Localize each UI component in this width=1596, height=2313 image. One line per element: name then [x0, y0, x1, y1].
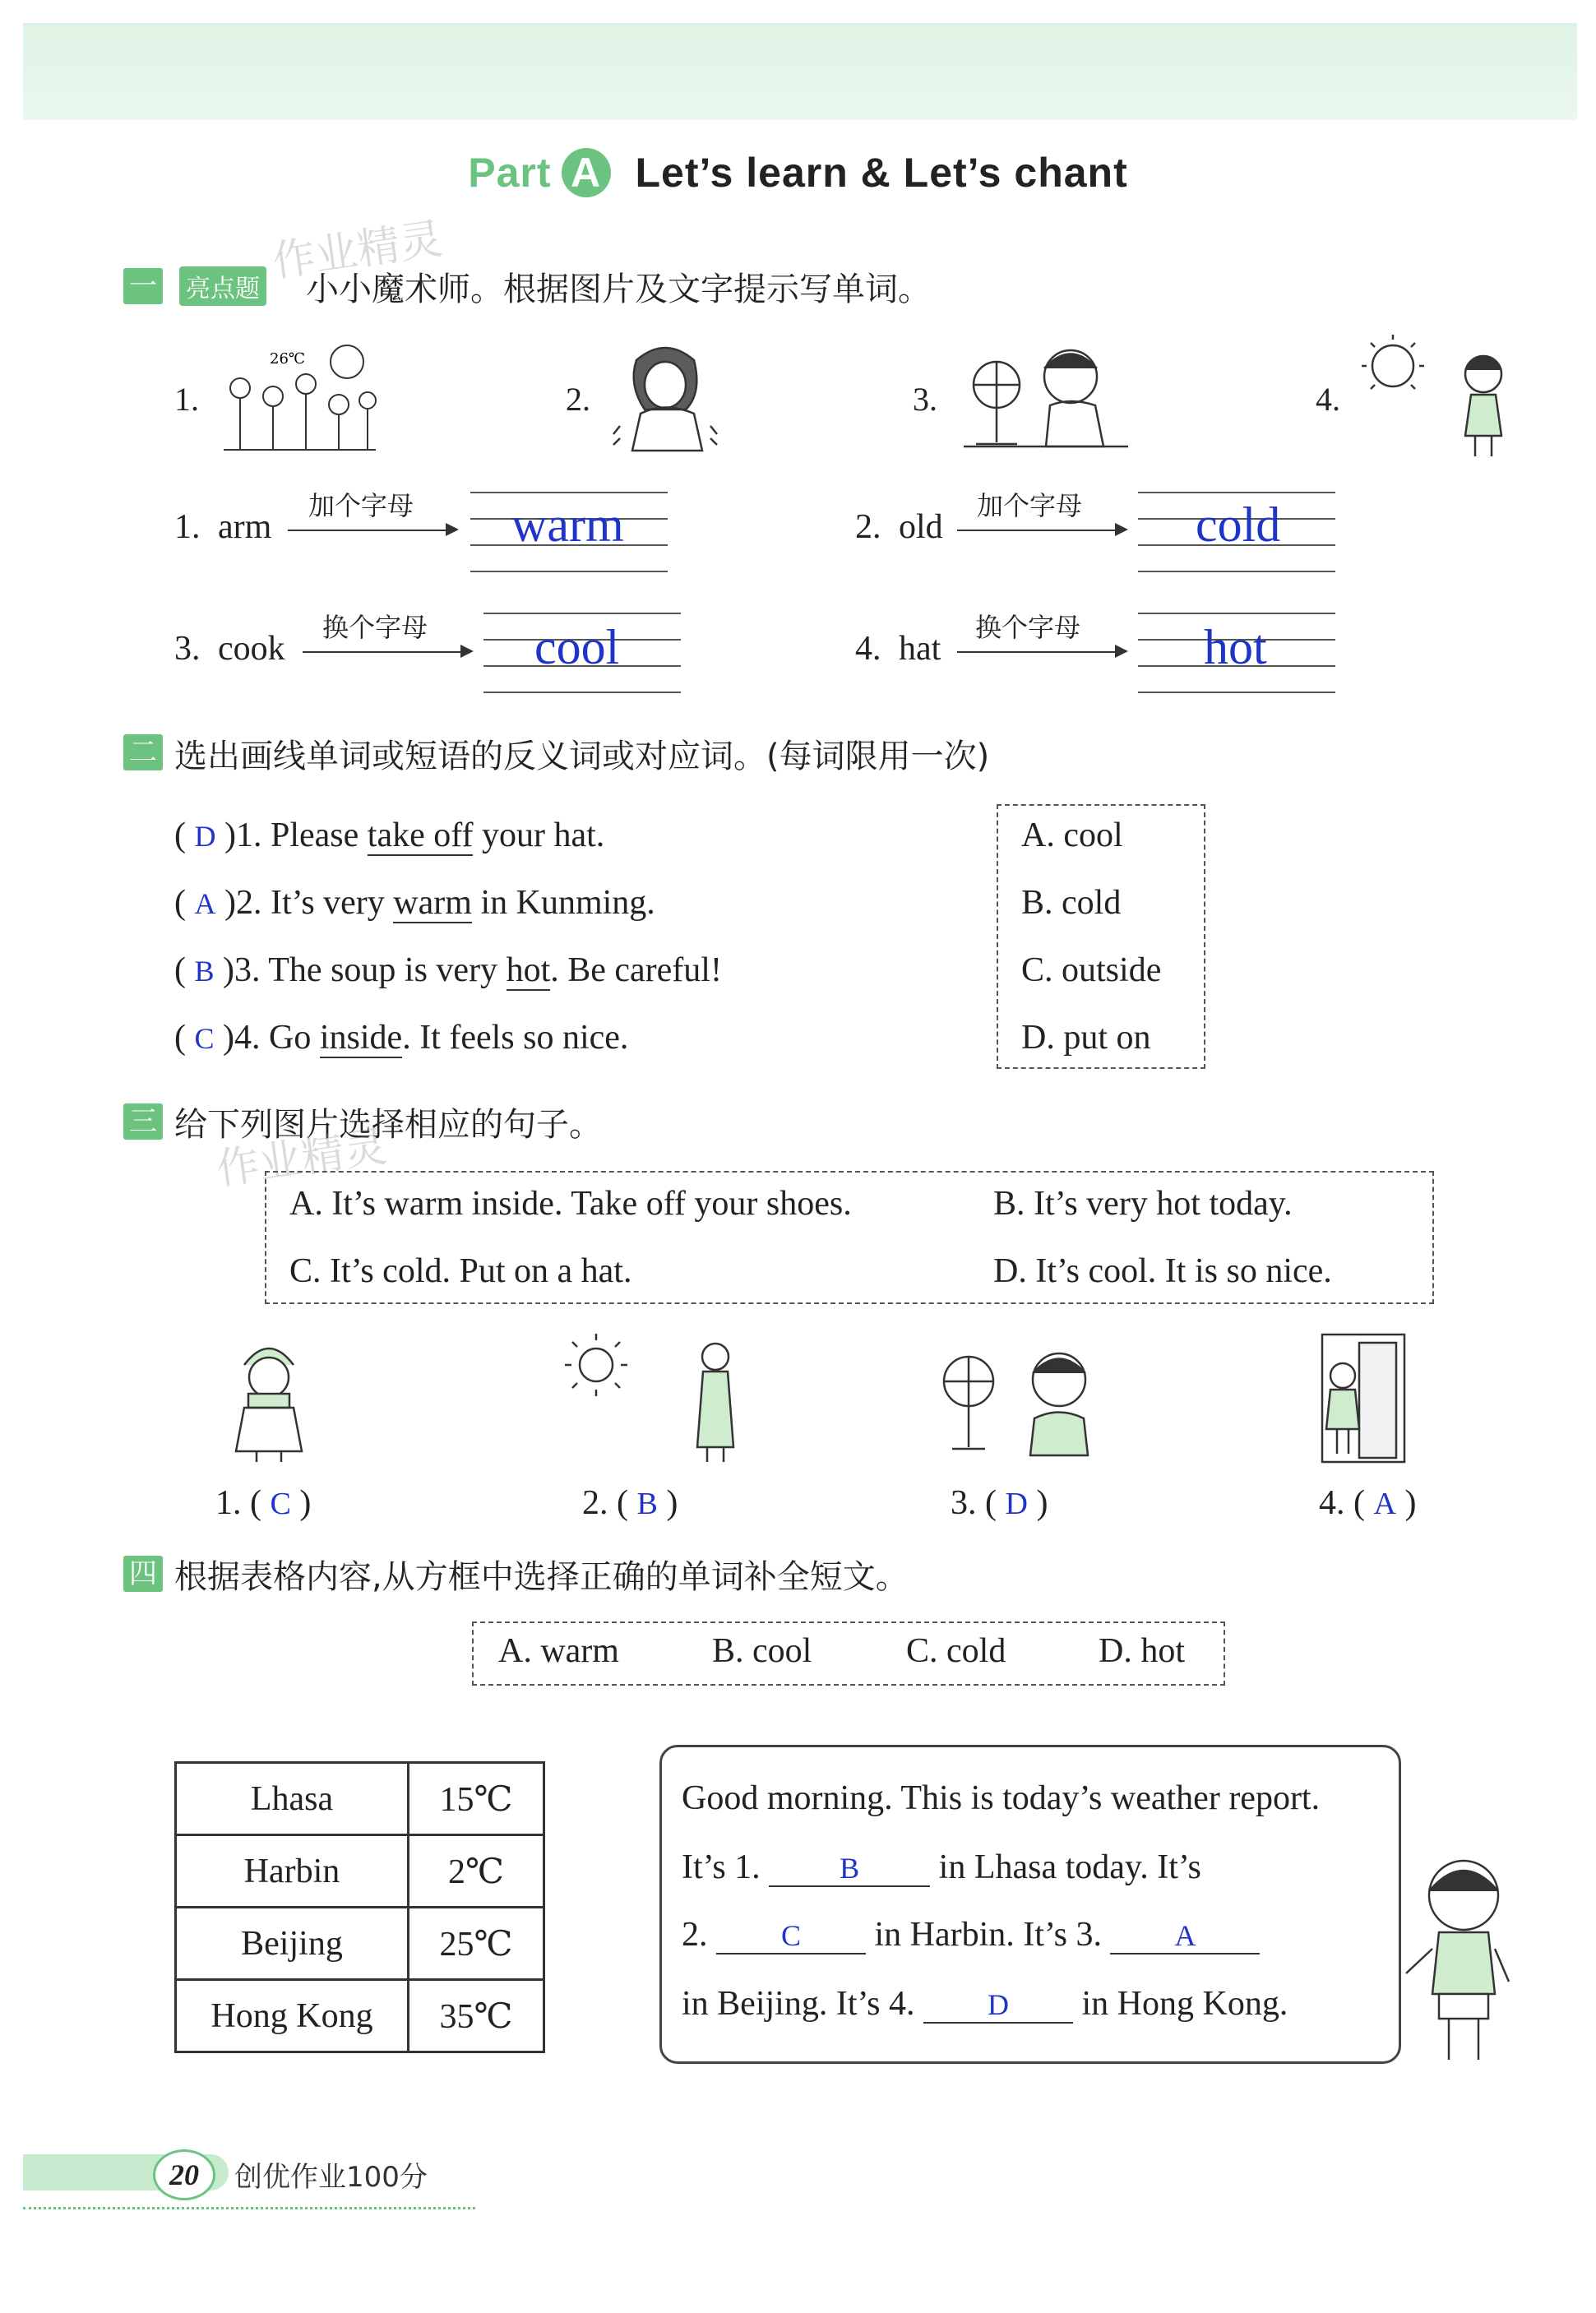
option: B. cool	[712, 1632, 812, 1670]
book-title: 创优作业100分	[234, 2161, 428, 2194]
table-row	[176, 1835, 544, 1908]
report-answer-4: D	[923, 1987, 1073, 2024]
hot-sun-girl-picture	[1360, 337, 1524, 456]
door-shoes-picture	[1314, 1330, 1413, 1466]
option: A. cool	[1021, 816, 1123, 854]
boy-picture	[1398, 1850, 1521, 2072]
table-row	[176, 1908, 544, 1980]
item-2-answer: cold	[1196, 497, 1281, 552]
temp-cell: 2℃	[409, 1835, 544, 1908]
answer-number: 3.	[951, 1484, 977, 1522]
q-underlined: inside	[319, 1019, 403, 1057]
picture-answer: 3. ( D )	[951, 1484, 1048, 1522]
temp-cell: 35℃	[409, 1980, 544, 2052]
picture-number-1: 1.	[174, 381, 199, 418]
q-after: . It feels so nice.	[402, 1019, 629, 1057]
table-row	[176, 1763, 544, 1835]
q-num: )2.	[224, 884, 262, 922]
sun-person-icon	[559, 1332, 756, 1464]
item-2-number: 2.	[855, 508, 881, 546]
option: A. It’s warm inside. Take off your shoes.	[289, 1185, 852, 1223]
section-4-title: 根据表格内容,从方框中选择正确的单词补全短文。	[174, 1558, 909, 1596]
weather-report-bubble	[659, 1745, 1401, 2064]
picture-answer: 1. ( C )	[215, 1484, 312, 1522]
section-4-number: 四	[123, 1556, 163, 1592]
fan-watermelon-picture	[936, 1340, 1108, 1464]
option: A. warm	[498, 1632, 619, 1670]
section-3-number: 三	[123, 1103, 163, 1140]
q-before: Go	[269, 1019, 320, 1057]
picture-answer: 2. ( B )	[582, 1484, 678, 1522]
sentence-options-box	[265, 1171, 1434, 1304]
answer-2: A	[194, 887, 216, 920]
picture-number-4: 4.	[1316, 381, 1340, 418]
option: B. cold	[1021, 884, 1122, 922]
bundled-up-person-picture	[224, 1332, 314, 1464]
option: B. It’s very hot today.	[993, 1185, 1293, 1223]
header-banner	[23, 23, 1577, 120]
city-cell: Hong Kong	[176, 1980, 409, 2052]
footer-dots	[23, 2207, 475, 2209]
q-underlined: hot	[506, 951, 551, 989]
item-4-hint: 换个字母	[975, 612, 1081, 643]
sun-girl-icon	[1360, 337, 1524, 456]
option: C. outside	[1021, 951, 1162, 989]
report-text: in Lhasa today. It’s	[938, 1848, 1201, 1886]
item-3-hint: 换个字母	[322, 612, 428, 643]
report-line-2	[682, 1848, 1201, 1887]
item-2-answer-lines	[1138, 492, 1335, 574]
flowers-sun-picture	[215, 339, 380, 454]
section-1-number: 一	[123, 268, 163, 304]
q-num: )1.	[224, 816, 262, 854]
table-row	[176, 1980, 544, 2052]
temp-cell: 15℃	[409, 1763, 544, 1835]
fan-boy-icon	[936, 1340, 1108, 1464]
q-after: in Kunming.	[471, 884, 655, 922]
answer-value: A	[1373, 1487, 1396, 1521]
option: D. put on	[1021, 1019, 1151, 1057]
flowers-icon	[215, 339, 380, 454]
highlight-tag: 亮点题	[179, 266, 266, 306]
item-1-answer: warm	[511, 497, 624, 552]
item-4-number: 4.	[855, 630, 881, 668]
item-3-answer: cool	[534, 620, 620, 674]
city-cell: Beijing	[176, 1908, 409, 1980]
q-after: your hat.	[473, 816, 605, 854]
report-text: in Hong Kong.	[1081, 1985, 1288, 2023]
answer-value: D	[1005, 1487, 1028, 1521]
q-underlined: warm	[393, 884, 472, 922]
picture-answer: 4. ( A )	[1319, 1484, 1417, 1522]
report-text: 2.	[682, 1916, 708, 1954]
report-line-4	[682, 1984, 1288, 2024]
item-3-word: cook	[218, 630, 285, 668]
title-text: Let’s learn & Let’s chant	[635, 150, 1128, 196]
temp-cell: 25℃	[409, 1908, 544, 1980]
section-2-number: 二	[123, 734, 163, 770]
report-answer-3: A	[1110, 1918, 1260, 1954]
item-4-answer: hot	[1204, 620, 1267, 674]
answer-number: 4.	[1319, 1484, 1345, 1522]
item-4-word: hat	[899, 630, 941, 668]
question-row: ( D )1. Please take off your hat.	[174, 816, 605, 854]
arrow-icon	[957, 518, 1126, 543]
question-row: ( A )2. It’s very warm in Kunming.	[174, 884, 655, 922]
city-cell: Harbin	[176, 1835, 409, 1908]
watermark: 作业精灵	[213, 1122, 390, 1196]
weather-table	[174, 1761, 545, 2053]
answer-value: C	[270, 1487, 291, 1521]
answer-value: B	[636, 1487, 658, 1521]
report-answer-1: B	[769, 1851, 930, 1887]
section-1-title: 小小魔术师。根据图片及文字提示写单词。	[306, 271, 931, 308]
part-letter-badge: A	[562, 148, 611, 197]
report-line-3	[682, 1915, 1260, 1954]
picture-number-3: 3.	[913, 381, 937, 418]
arrow-icon	[288, 518, 457, 543]
question-row: ( C )4. Go inside. It feels so nice.	[174, 1019, 629, 1057]
hot-sun-person-picture	[559, 1332, 756, 1464]
answer-4: C	[194, 1022, 215, 1055]
options-box	[997, 804, 1205, 1069]
thermometer-label: 26℃	[270, 350, 306, 368]
report-answer-2: C	[716, 1918, 866, 1954]
q-underlined: take off	[367, 816, 474, 854]
report-text: in Beijing. It’s 4.	[682, 1985, 915, 2023]
q-before: It’s very	[271, 884, 394, 922]
item-3-number: 3.	[174, 630, 201, 668]
picture-number-2: 2.	[566, 381, 590, 418]
question-row: ( B )3. The soup is very hot. Be careful!	[174, 951, 722, 989]
item-4-answer-lines	[1138, 613, 1335, 695]
word-options-box	[472, 1621, 1225, 1686]
q-num: )3.	[223, 951, 261, 989]
arrow-icon	[303, 640, 472, 664]
item-2-word: old	[899, 508, 943, 546]
option: C. It’s cold. Put on a hat.	[289, 1252, 632, 1290]
option: C. cold	[906, 1632, 1006, 1670]
q-before: The soup is very	[268, 951, 507, 989]
answer-number: 2.	[582, 1484, 608, 1522]
report-text: It’s 1.	[682, 1848, 761, 1886]
option: D. It’s cool. It is so nice.	[993, 1252, 1332, 1290]
section-2-title: 选出画线单词或短语的反义词或对应词。(每词限用一次)	[174, 738, 990, 775]
shivering-person-icon	[604, 335, 727, 455]
page-title	[0, 148, 1596, 197]
cold-person-picture	[604, 335, 727, 455]
q-num: )4.	[223, 1019, 261, 1057]
city-cell: Lhasa	[176, 1763, 409, 1835]
watermark: 作业精灵	[269, 214, 446, 288]
item-1-number: 1.	[174, 508, 201, 546]
fan-girl-picture	[964, 335, 1128, 455]
item-1-answer-lines	[470, 492, 668, 574]
item-2-hint: 加个字母	[977, 490, 1083, 521]
door-icon	[1314, 1330, 1413, 1466]
answer-number: 1.	[215, 1484, 242, 1522]
section-3-title: 给下列图片选择相应的句子。	[174, 1106, 602, 1144]
arrow-icon	[957, 640, 1126, 664]
part-label: Part	[468, 150, 552, 196]
option: D. hot	[1099, 1632, 1185, 1670]
answer-1: D	[194, 820, 216, 853]
page-number: 20	[153, 2149, 215, 2200]
q-before: Please	[271, 816, 368, 854]
boy-icon	[1398, 1850, 1521, 2072]
fan-girl-icon	[964, 335, 1128, 455]
report-line-1: Good morning. This is today’s weather report.	[682, 1779, 1321, 1817]
item-1-word: arm	[218, 508, 272, 546]
item-1-hint: 加个字母	[308, 490, 414, 521]
winter-coat-icon	[224, 1332, 314, 1464]
item-3-answer-lines	[483, 613, 681, 695]
q-after: . Be careful!	[550, 951, 722, 989]
report-text: in Harbin. It’s 3.	[874, 1916, 1102, 1954]
answer-3: B	[194, 955, 215, 988]
